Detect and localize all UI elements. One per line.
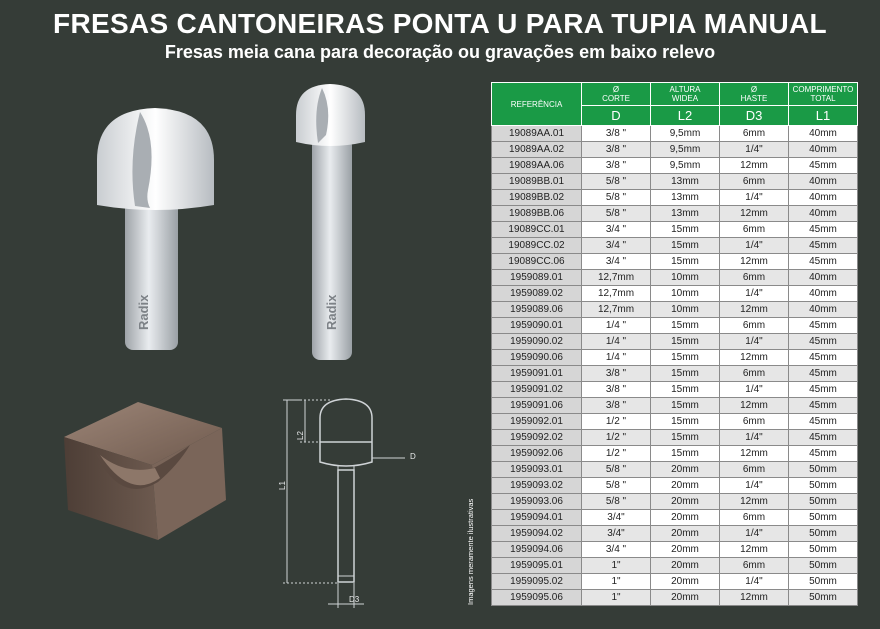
table-cell: 1959089.02	[492, 286, 582, 302]
table-row	[492, 366, 858, 382]
table-cell: 6mm	[720, 366, 789, 382]
table-row	[492, 542, 858, 558]
col-subheader-l1: L1	[789, 106, 858, 126]
table-cell: 9,5mm	[651, 142, 720, 158]
table-cell: 20mm	[651, 478, 720, 494]
table-cell: 6mm	[720, 462, 789, 478]
table-row	[492, 414, 858, 430]
table-cell: 1959090.01	[492, 318, 582, 334]
table-cell: 15mm	[651, 222, 720, 238]
table-cell: 5/8 "	[582, 478, 651, 494]
table-row	[492, 478, 858, 494]
table-row	[492, 446, 858, 462]
table-cell: 1959093.06	[492, 494, 582, 510]
table-cell: 12mm	[720, 254, 789, 270]
table-cell: 45mm	[789, 238, 858, 254]
table-cell: 1959089.01	[492, 270, 582, 286]
table-cell: 12mm	[720, 302, 789, 318]
table-cell: 1959093.01	[492, 462, 582, 478]
table-cell: 50mm	[789, 590, 858, 606]
table-row	[492, 318, 858, 334]
table-cell: 3/8 "	[582, 142, 651, 158]
table-cell: 20mm	[651, 590, 720, 606]
table-cell: 1959092.06	[492, 446, 582, 462]
table-cell: 1959095.01	[492, 558, 582, 574]
table-cell: 45mm	[789, 446, 858, 462]
table-cell: 13mm	[651, 206, 720, 222]
disclaimer-text: Imagens meramente ilustrativas	[466, 498, 475, 605]
page-subtitle: Fresas meia cana para decoração ou gravações em baixo relevo	[164, 42, 716, 62]
technical-drawing	[283, 399, 405, 608]
product-illustrations	[0, 70, 480, 629]
wood-sample-image	[64, 402, 226, 540]
table-cell: 3/8 "	[582, 126, 651, 142]
dim-label-l1: L1	[278, 481, 287, 490]
table-cell: 1/2 "	[582, 446, 651, 462]
dim-label-l2: L2	[296, 431, 305, 440]
table-cell: 40mm	[789, 286, 858, 302]
table-cell: 15mm	[651, 318, 720, 334]
table-row	[492, 574, 858, 590]
table-cell: 1/2 "	[582, 414, 651, 430]
col-header-referencia: REFERÊNCIA	[492, 83, 582, 126]
brand-logo-1: Radix	[136, 294, 151, 330]
table-cell: 6mm	[720, 126, 789, 142]
table-cell: 1/4 "	[582, 350, 651, 366]
table-cell: 15mm	[651, 254, 720, 270]
table-cell: 20mm	[651, 494, 720, 510]
table-cell: 13mm	[651, 174, 720, 190]
table-cell: 15mm	[651, 414, 720, 430]
table-row	[492, 174, 858, 190]
table-cell: 1/4"	[720, 142, 789, 158]
table-cell: 50mm	[789, 526, 858, 542]
table-cell: 19089BB.01	[492, 174, 582, 190]
table-cell: 45mm	[789, 398, 858, 414]
table-cell: 40mm	[789, 270, 858, 286]
table-cell: 50mm	[789, 494, 858, 510]
table-cell: 12mm	[720, 542, 789, 558]
table-cell: 50mm	[789, 478, 858, 494]
table-cell: 45mm	[789, 318, 858, 334]
table-row	[492, 430, 858, 446]
table-cell: 3/4 "	[582, 254, 651, 270]
table-cell: 19089AA.01	[492, 126, 582, 142]
dim-label-d: D	[410, 452, 416, 461]
table-cell: 1959094.01	[492, 510, 582, 526]
table-cell: 1"	[582, 574, 651, 590]
col-header-comprimento: COMPRIMENTO TOTAL	[789, 83, 858, 106]
table-cell: 19089BB.02	[492, 190, 582, 206]
table-cell: 40mm	[789, 174, 858, 190]
col-subheader-d3: D3	[720, 106, 789, 126]
table-cell: 3/8 "	[582, 398, 651, 414]
table-cell: 45mm	[789, 430, 858, 446]
table-cell: 3/4 "	[582, 238, 651, 254]
table-cell: 1/4"	[720, 478, 789, 494]
table-cell: 40mm	[789, 302, 858, 318]
table-cell: 1959090.02	[492, 334, 582, 350]
col-header-altura: ALTURA WIDEA	[651, 83, 720, 106]
col-header-haste: Ø HASTE	[720, 83, 789, 106]
table-cell: 1959091.01	[492, 366, 582, 382]
table-row	[492, 126, 858, 142]
table-cell: 45mm	[789, 366, 858, 382]
table-cell: 50mm	[789, 574, 858, 590]
table-cell: 45mm	[789, 158, 858, 174]
dim-label-d3: D3	[349, 595, 360, 604]
table-cell: 6mm	[720, 510, 789, 526]
table-row	[492, 334, 858, 350]
table-cell: 6mm	[720, 414, 789, 430]
brand-logo-2: Radix	[324, 294, 339, 330]
table-cell: 3/8 "	[582, 366, 651, 382]
table-cell: 1959091.06	[492, 398, 582, 414]
table-cell: 1/4"	[720, 190, 789, 206]
table-cell: 19089AA.06	[492, 158, 582, 174]
page-title: FRESAS CANTONEIRAS PONTA U PARA TUPIA MANUAL	[53, 8, 827, 39]
table-row	[492, 590, 858, 606]
table-cell: 6mm	[720, 174, 789, 190]
table-cell: 1959094.02	[492, 526, 582, 542]
col-header-corte: Ø CORTE	[582, 83, 651, 106]
table-cell: 1/4"	[720, 238, 789, 254]
table-cell: 19089CC.02	[492, 238, 582, 254]
table-cell: 12mm	[720, 158, 789, 174]
table-cell: 20mm	[651, 510, 720, 526]
table-row	[492, 350, 858, 366]
table-cell: 1/4"	[720, 382, 789, 398]
table-cell: 15mm	[651, 334, 720, 350]
table-cell: 1959093.02	[492, 478, 582, 494]
table-cell: 45mm	[789, 414, 858, 430]
table-cell: 15mm	[651, 430, 720, 446]
table-cell: 1959092.01	[492, 414, 582, 430]
table-cell: 12,7mm	[582, 270, 651, 286]
col-subheader-l2: L2	[651, 106, 720, 126]
table-cell: 1"	[582, 558, 651, 574]
table-cell: 45mm	[789, 254, 858, 270]
table-cell: 45mm	[789, 382, 858, 398]
table-cell: 12mm	[720, 398, 789, 414]
table-cell: 20mm	[651, 542, 720, 558]
table-cell: 50mm	[789, 510, 858, 526]
table-row	[492, 238, 858, 254]
table-row	[492, 206, 858, 222]
table-cell: 50mm	[789, 542, 858, 558]
table-cell: 50mm	[789, 558, 858, 574]
table-row	[492, 526, 858, 542]
table-cell: 1959089.06	[492, 302, 582, 318]
table-cell: 6mm	[720, 558, 789, 574]
table-cell: 1/4"	[720, 526, 789, 542]
table-cell: 5/8 "	[582, 174, 651, 190]
table-row	[492, 510, 858, 526]
table-row	[492, 302, 858, 318]
table-cell: 1959091.02	[492, 382, 582, 398]
table-cell: 19089CC.06	[492, 254, 582, 270]
table-cell: 6mm	[720, 270, 789, 286]
table-cell: 1959095.02	[492, 574, 582, 590]
table-cell: 12mm	[720, 590, 789, 606]
specs-table-body	[492, 126, 858, 606]
table-row	[492, 254, 858, 270]
table-cell: 19089BB.06	[492, 206, 582, 222]
table-cell: 15mm	[651, 398, 720, 414]
table-cell: 1/4 "	[582, 318, 651, 334]
table-cell: 20mm	[651, 526, 720, 542]
table-cell: 45mm	[789, 222, 858, 238]
table-cell: 5/8 "	[582, 190, 651, 206]
col-subheader-d: D	[582, 106, 651, 126]
table-cell: 15mm	[651, 238, 720, 254]
table-cell: 9,5mm	[651, 126, 720, 142]
table-cell: 1959092.02	[492, 430, 582, 446]
table-row	[492, 558, 858, 574]
table-row	[492, 398, 858, 414]
table-cell: 5/8 "	[582, 206, 651, 222]
table-cell: 20mm	[651, 574, 720, 590]
table-cell: 40mm	[789, 190, 858, 206]
table-cell: 12mm	[720, 350, 789, 366]
table-cell: 3/4 "	[582, 222, 651, 238]
table-cell: 12mm	[720, 206, 789, 222]
table-cell: 40mm	[789, 126, 858, 142]
table-row	[492, 382, 858, 398]
table-cell: 6mm	[720, 222, 789, 238]
table-cell: 1/2 "	[582, 430, 651, 446]
table-cell: 1959095.06	[492, 590, 582, 606]
table-cell: 9,5mm	[651, 158, 720, 174]
table-cell: 5/8 "	[582, 462, 651, 478]
table-cell: 50mm	[789, 462, 858, 478]
specs-table	[491, 82, 858, 606]
table-cell: 10mm	[651, 286, 720, 302]
table-cell: 19089AA.02	[492, 142, 582, 158]
table-row	[492, 222, 858, 238]
table-row	[492, 462, 858, 478]
table-cell: 1/4"	[720, 286, 789, 302]
table-cell: 1959090.06	[492, 350, 582, 366]
table-cell: 1/4 "	[582, 334, 651, 350]
table-cell: 3/4 "	[582, 542, 651, 558]
table-cell: 5/8 "	[582, 494, 651, 510]
table-cell: 6mm	[720, 318, 789, 334]
table-cell: 3/4"	[582, 510, 651, 526]
table-cell: 15mm	[651, 350, 720, 366]
table-cell: 12mm	[720, 494, 789, 510]
table-cell: 45mm	[789, 350, 858, 366]
table-cell: 13mm	[651, 190, 720, 206]
table-cell: 10mm	[651, 302, 720, 318]
table-cell: 3/8 "	[582, 382, 651, 398]
table-row	[492, 286, 858, 302]
table-cell: 40mm	[789, 142, 858, 158]
table-cell: 3/4"	[582, 526, 651, 542]
table-cell: 3/8 "	[582, 158, 651, 174]
table-cell: 12,7mm	[582, 302, 651, 318]
table-row	[492, 270, 858, 286]
table-cell: 45mm	[789, 334, 858, 350]
table-cell: 20mm	[651, 558, 720, 574]
table-cell: 1"	[582, 590, 651, 606]
router-bit-small-image	[296, 84, 365, 360]
table-cell: 12mm	[720, 446, 789, 462]
table-row	[492, 142, 858, 158]
table-cell: 15mm	[651, 382, 720, 398]
table-cell: 40mm	[789, 206, 858, 222]
table-row	[492, 158, 858, 174]
table-cell: 20mm	[651, 462, 720, 478]
table-row	[492, 494, 858, 510]
table-row	[492, 190, 858, 206]
table-cell: 1959094.06	[492, 542, 582, 558]
table-cell: 10mm	[651, 270, 720, 286]
table-cell: 19089CC.01	[492, 222, 582, 238]
table-cell: 15mm	[651, 446, 720, 462]
table-cell: 1/4"	[720, 430, 789, 446]
table-cell: 12,7mm	[582, 286, 651, 302]
table-cell: 1/4"	[720, 574, 789, 590]
router-bit-large-image	[97, 108, 214, 350]
table-cell: 1/4"	[720, 334, 789, 350]
table-cell: 15mm	[651, 366, 720, 382]
